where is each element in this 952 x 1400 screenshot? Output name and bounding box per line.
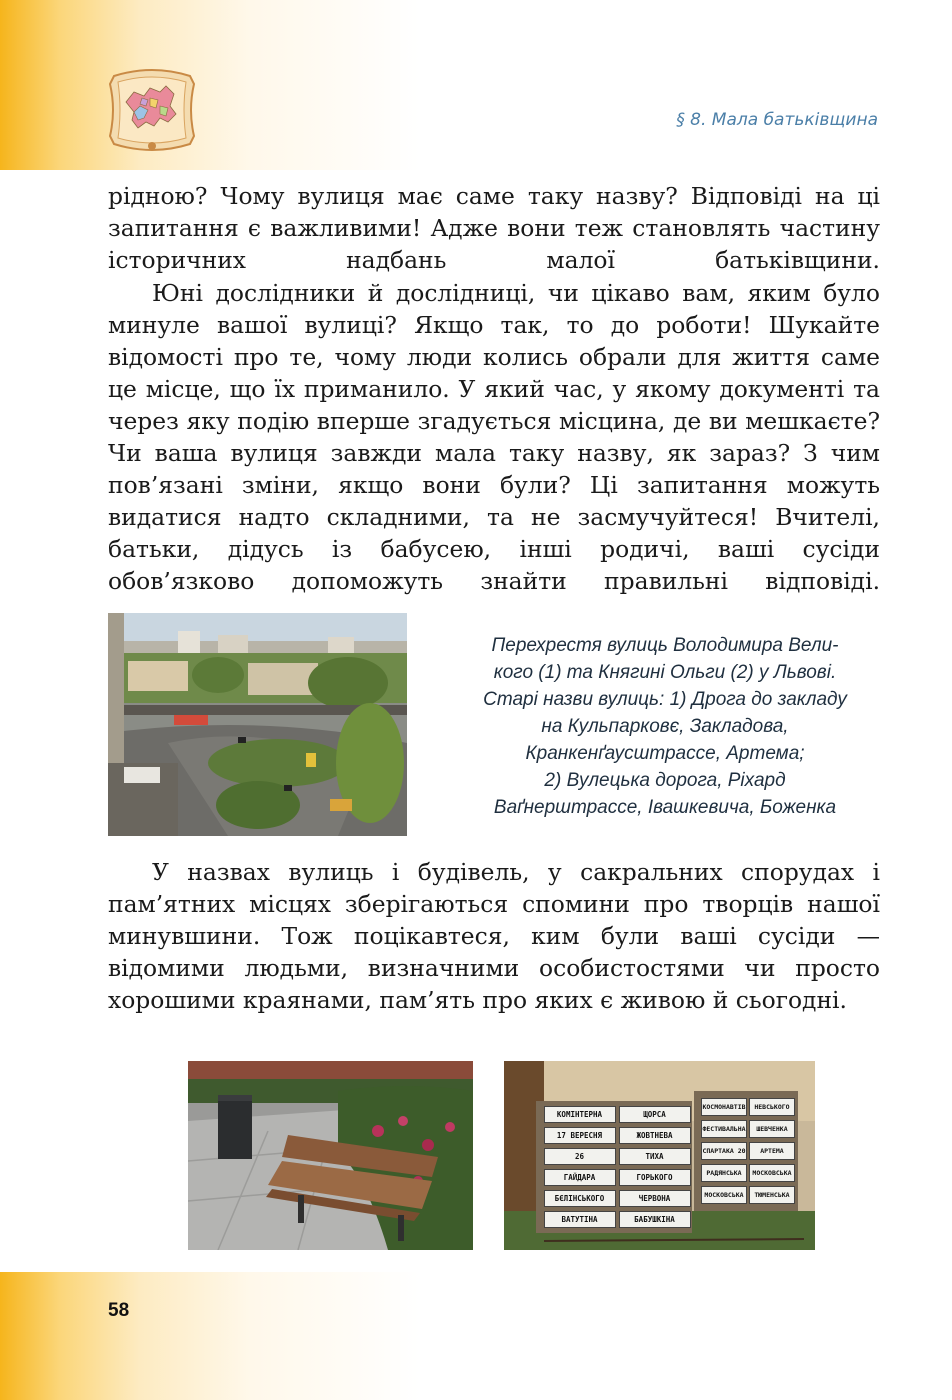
- signs-left-group: [542, 1105, 692, 1231]
- caption-line: кого (1) та Княгині Ольги (2) у Львові.: [493, 662, 837, 683]
- signs-right-group: [700, 1097, 796, 1207]
- caption-line: Ваґнерштрассе, Івашкевича, Боженка: [493, 797, 837, 818]
- street-sign: ШЕВЧЕНКА: [749, 1120, 795, 1138]
- street-sign: ТЮМЕНСЬКА: [749, 1186, 795, 1204]
- street-sign: ЧЕРВОНА: [619, 1190, 691, 1207]
- paragraph-research: Юні дослідники й дослідниці, чи цікаво вам, яким було минуле вашої вулиці? Якщо так, то до роботи! Шукайте відомості про те, чому люди колись обрали для життя саме це місце, що їх приманило. У який час, у якому документі та через яку подію вперше згадується місцина, де ви мешкаєте? Чи ваша вулиця завжди мала таку назву, як зараз? З чим пов’язані зміни, якщо вони були? Ці запитання можуть видатися надто складними, та не засмучуйтеся! Вчителі, батьки, дідусь із бабусею, інші родичі, ваші сусіди обов’язково допоможуть знайти правильні відповіді.: [108, 279, 880, 595]
- caption-line: 2) Вулецька дорога, Ріхард: [544, 770, 786, 791]
- paragraph-memory: У назвах вулиць і будівель, у сакральних спорудах і пам’ятних місцях зберігаються спомини про творців нашої минувшини. Тож поцікавтеся, ким були ваші сусіди — відомими людьми, визначними особистостями чи просто хорошими краянами, пам’ять про яких є живою й сьогодні.: [108, 858, 880, 1014]
- street-sign: НЕВСЬКОГО: [749, 1098, 795, 1116]
- caption-line: Старі назви вулиць: 1) Дрога до закладу: [483, 689, 847, 710]
- section-title: § 8. Мала батьківщина: [676, 110, 878, 130]
- paragraph-continuation: рідною? Чому вулиця має саме таку назву? Відповіді на ці запитання є важливими! Адже вони теж становлять частину історичних надбань малої батьківщини.: [108, 182, 880, 274]
- street-sign: 17 ВЕРЕСНЯ: [544, 1127, 616, 1144]
- caption-line: на Кульпарковє, Закладова,: [541, 716, 789, 737]
- street-sign: ЩОРСА: [619, 1106, 691, 1123]
- street-sign: ЖОВТНЕВА: [619, 1127, 691, 1144]
- europe-map-scroll-icon: [104, 62, 200, 158]
- street-sign: ВАТУТІНА: [544, 1211, 616, 1228]
- street-sign: МОСКОВСЬКА: [701, 1186, 747, 1204]
- street-sign: 26: [544, 1148, 616, 1165]
- street-sign: ТИХА: [619, 1148, 691, 1165]
- caption-line: Перехрестя вулиць Володимира Вели-: [491, 635, 839, 656]
- street-sign: СПАРТАКА 20: [701, 1142, 747, 1160]
- street-sign: АРТЕМА: [749, 1142, 795, 1160]
- street-sign: КОСМОНАВТІВ: [701, 1098, 747, 1116]
- street-sign: БАБУШКІНА: [619, 1211, 691, 1228]
- footer-band: [0, 1272, 952, 1400]
- lviv-intersection-photo: [108, 613, 407, 836]
- caption-line: Кранкенґаусштрассе, Артема;: [525, 743, 805, 764]
- street-sign: ГОРЬКОГО: [619, 1169, 691, 1186]
- page-number: 58: [108, 1300, 130, 1321]
- street-sign: КОМІНТЕРНА: [544, 1106, 616, 1123]
- street-signs-photo: [504, 1061, 815, 1250]
- street-sign: ФЕСТИВАЛЬНА: [701, 1120, 747, 1138]
- photo-caption: [440, 632, 890, 821]
- bench-photo: [188, 1061, 473, 1250]
- street-sign: МОСКОВСЬКА: [749, 1164, 795, 1182]
- street-sign: ГАЙДАРА: [544, 1169, 616, 1186]
- street-sign: РАДЯНСЬКА: [701, 1164, 747, 1182]
- street-sign: БЄЛІНСЬКОГО: [544, 1190, 616, 1207]
